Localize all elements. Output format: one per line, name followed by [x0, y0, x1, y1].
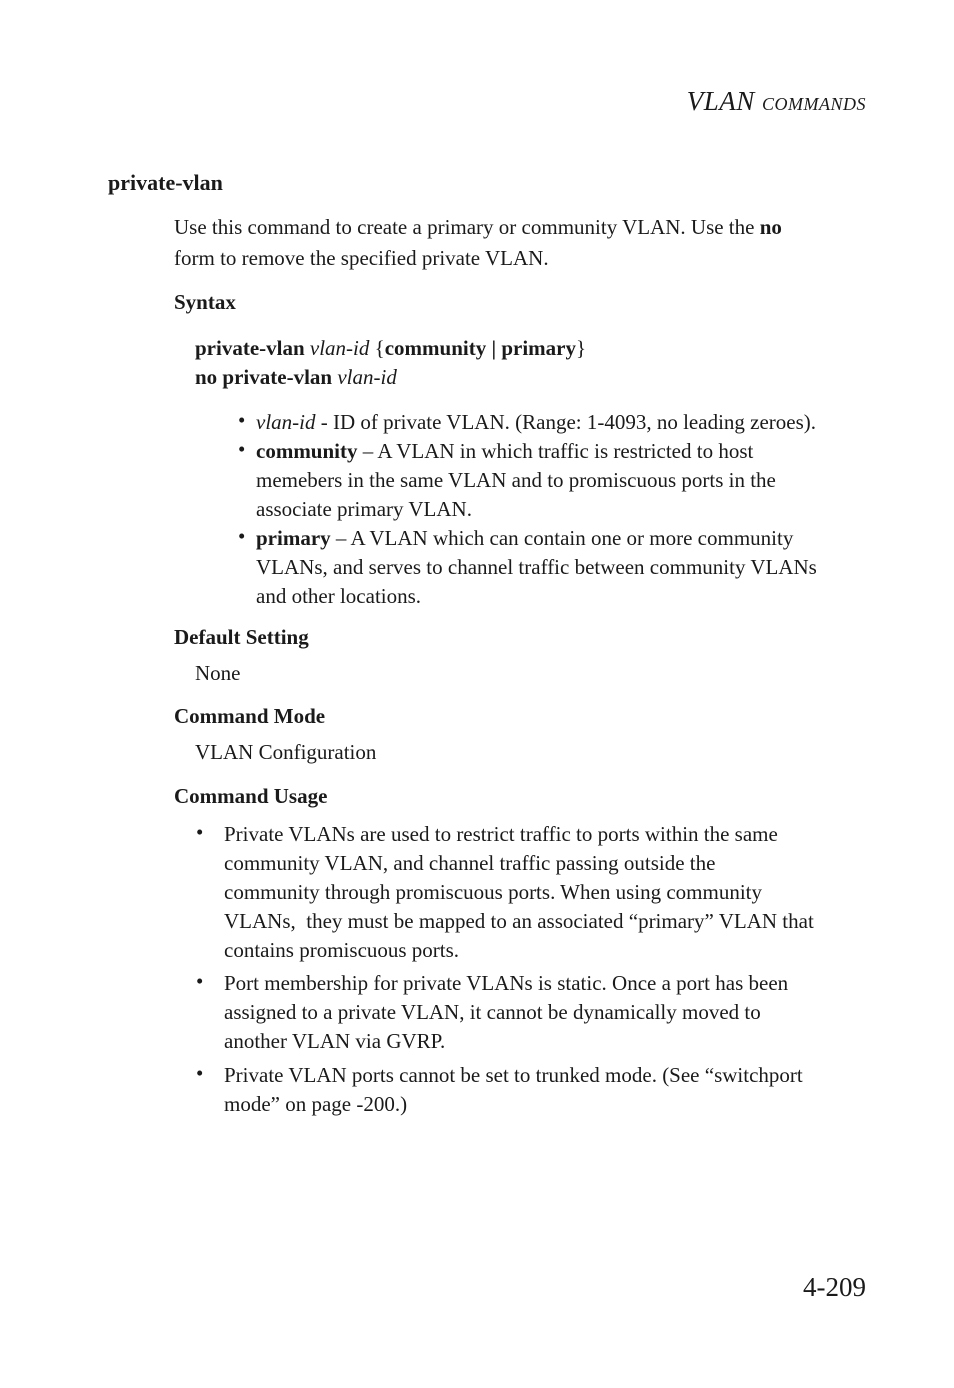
- intro-line-2: form to remove the specified private VLAN.: [174, 246, 549, 270]
- default-setting-heading: Default Setting: [174, 625, 309, 649]
- intro-line-1: Use this command to create a primary or community VLAN. Use the no: [174, 215, 782, 239]
- param-vlan-id: vlan-id - ID of private VLAN. (Range: 1-4093, no leading zeroes).: [256, 410, 817, 434]
- no-keyword: no: [759, 215, 782, 239]
- usage-item-1: Private VLANs are used to restrict traffic to ports within the same community VLAN, and channel traffic passing outside the community through promiscuous ports. When using community VLANs, they must be mapped to an associated “primary” VLAN that contains promiscuous ports.: [224, 822, 814, 962]
- command-title: private-vlan: [108, 170, 223, 195]
- syntax-heading: Syntax: [174, 290, 236, 314]
- bullet: •: [196, 1061, 204, 1085]
- intro-paragraph: [174, 212, 874, 274]
- param-primary: primary – A VLAN which can contain one or more community VLANs, and serves to channel traffic between community VLANs and other locations.: [256, 526, 817, 608]
- usage-item-3: Private VLAN ports cannot be set to trunked mode. (See “switchport mode” on page -200.): [224, 1063, 803, 1116]
- usage-item-2: Port membership for private VLANs is static. Once a port has been assigned to a private VLAN, it cannot be dynamically moved to another VLAN via GVRP.: [224, 971, 789, 1053]
- header-vlan: VLAN: [686, 86, 755, 116]
- command-mode-value: VLAN Configuration: [195, 740, 377, 764]
- bullet: •: [238, 408, 246, 432]
- command-mode-heading: Command Mode: [174, 704, 326, 728]
- syntax-line-2: no private-vlan vlan-id: [195, 365, 397, 389]
- bullet: •: [238, 524, 246, 548]
- command-usage-heading: Command Usage: [174, 784, 328, 808]
- syntax-line-1: private-vlan vlan-id {community | primary}: [195, 336, 587, 360]
- page-number: 4-209: [803, 1272, 866, 1302]
- header-commands: COMMANDS: [762, 94, 866, 114]
- default-setting-value: None: [195, 661, 241, 685]
- bullet: •: [238, 437, 246, 461]
- bullet: •: [196, 820, 204, 844]
- running-header: [687, 86, 866, 117]
- param-community: community – A VLAN in which traffic is restricted to host memebers in the same VLAN and to promiscuous ports in the associate primary VLAN.: [256, 439, 776, 521]
- bullet: •: [196, 969, 204, 993]
